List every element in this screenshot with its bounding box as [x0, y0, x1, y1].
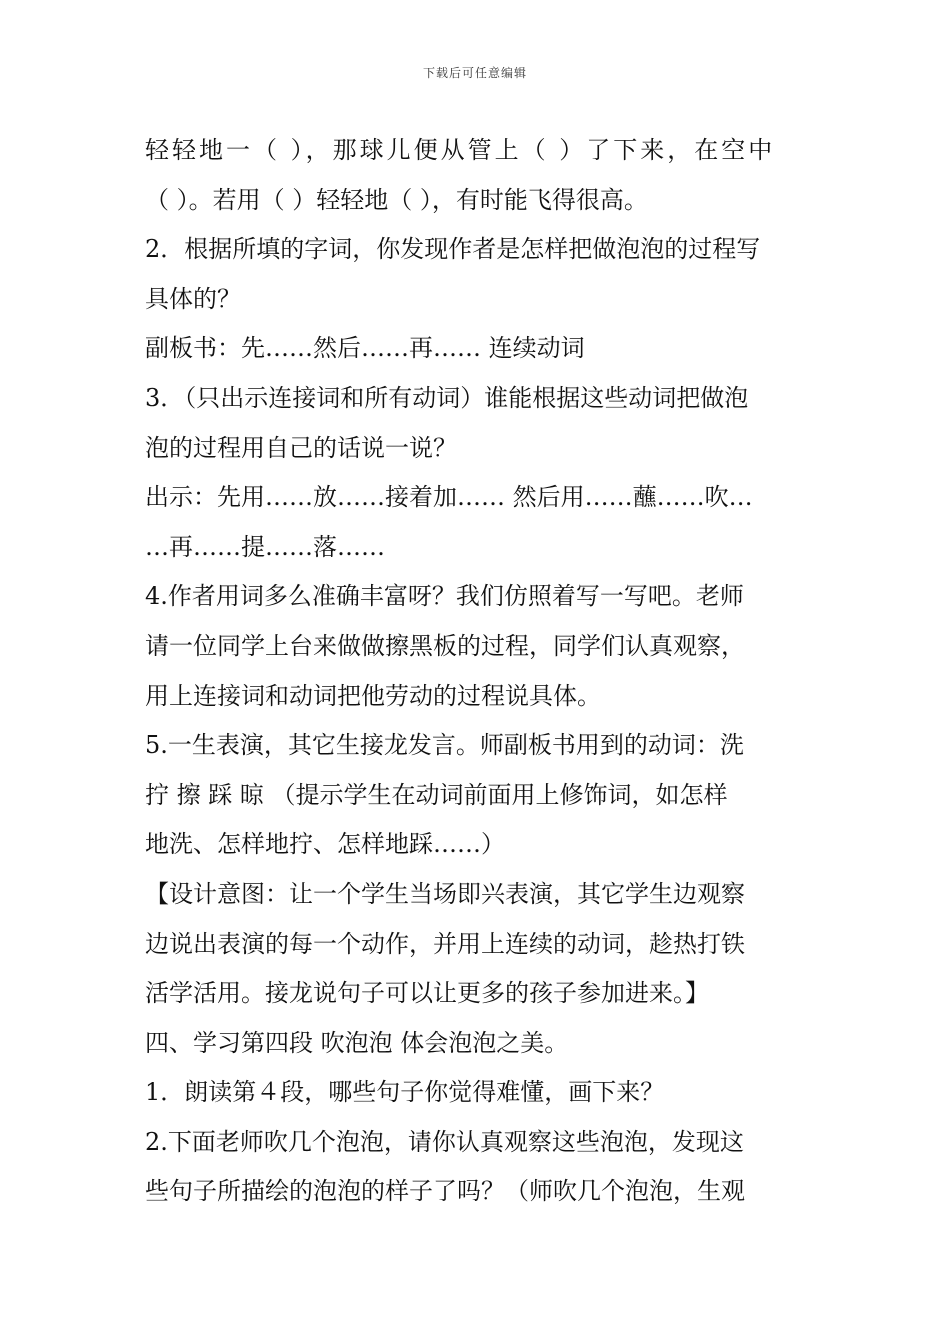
text-line: 1．朗读第４段，哪些句子你觉得难懂，画下来？: [145, 1078, 665, 1107]
text-line: 地洗、怎样地拧、怎样地踩……）: [145, 830, 505, 859]
text-line: 请一位同学上台来做做擦黑板的过程，同学们认真观察，: [145, 631, 745, 660]
text-line: 具体的？: [145, 284, 241, 313]
text-line: 轻轻地一（ ），那球儿便从管上（ ）了下来，在空中: [145, 136, 776, 164]
text-line: …再……提……落……: [145, 532, 385, 561]
text-line: 5.一生表演，其它生接龙发言。师副板书用到的动词：洗: [145, 731, 744, 760]
text-line: （ ）。若用（ ）轻轻地（ ），有时能飞得很高。: [145, 185, 648, 214]
text-line: 用上连接词和动词把他劳动的过程说具体。: [145, 681, 601, 710]
section-heading: 四、学习第四段 吹泡泡 体会泡泡之美。: [145, 1028, 569, 1057]
text-line: 4.作者用词多么准确丰富呀？我们仿照着写一写吧。老师: [145, 582, 744, 611]
page-header-note: 下载后可任意编辑: [422, 66, 527, 80]
text-line: 出示：先用……放……接着加…… 然后用……蘸……吹…: [145, 483, 753, 512]
text-line: 副板书：先……然后……再…… 连续动词: [145, 334, 585, 363]
text-line: 些句子所描绘的泡泡的样子了吗？（师吹几个泡泡，生观: [145, 1177, 745, 1206]
text-line: 2．根据所填的字词，你发现作者是怎样把做泡泡的过程写: [145, 235, 761, 264]
text-line: 泡的过程用自己的话说一说？: [145, 433, 457, 462]
document-body: [145, 126, 815, 1217]
text-line: 2.下面老师吹几个泡泡，请你认真观察这些泡泡，发现这: [145, 1127, 744, 1156]
text-line: 3．（只出示连接词和所有动词）谁能根据这些动词把做泡: [145, 383, 749, 412]
text-line: 边说出表演的每一个动作，并用上连续的动词，趁热打铁: [145, 929, 745, 958]
text-line: 【设计意图：让一个学生当场即兴表演，其它学生边观察: [145, 879, 745, 908]
text-line: 活学活用。接龙说句子可以让更多的孩子参加进来。】: [145, 979, 709, 1008]
text-line: 拧 擦 踩 晾 （提示学生在动词前面用上修饰词，如怎样: [145, 780, 728, 809]
